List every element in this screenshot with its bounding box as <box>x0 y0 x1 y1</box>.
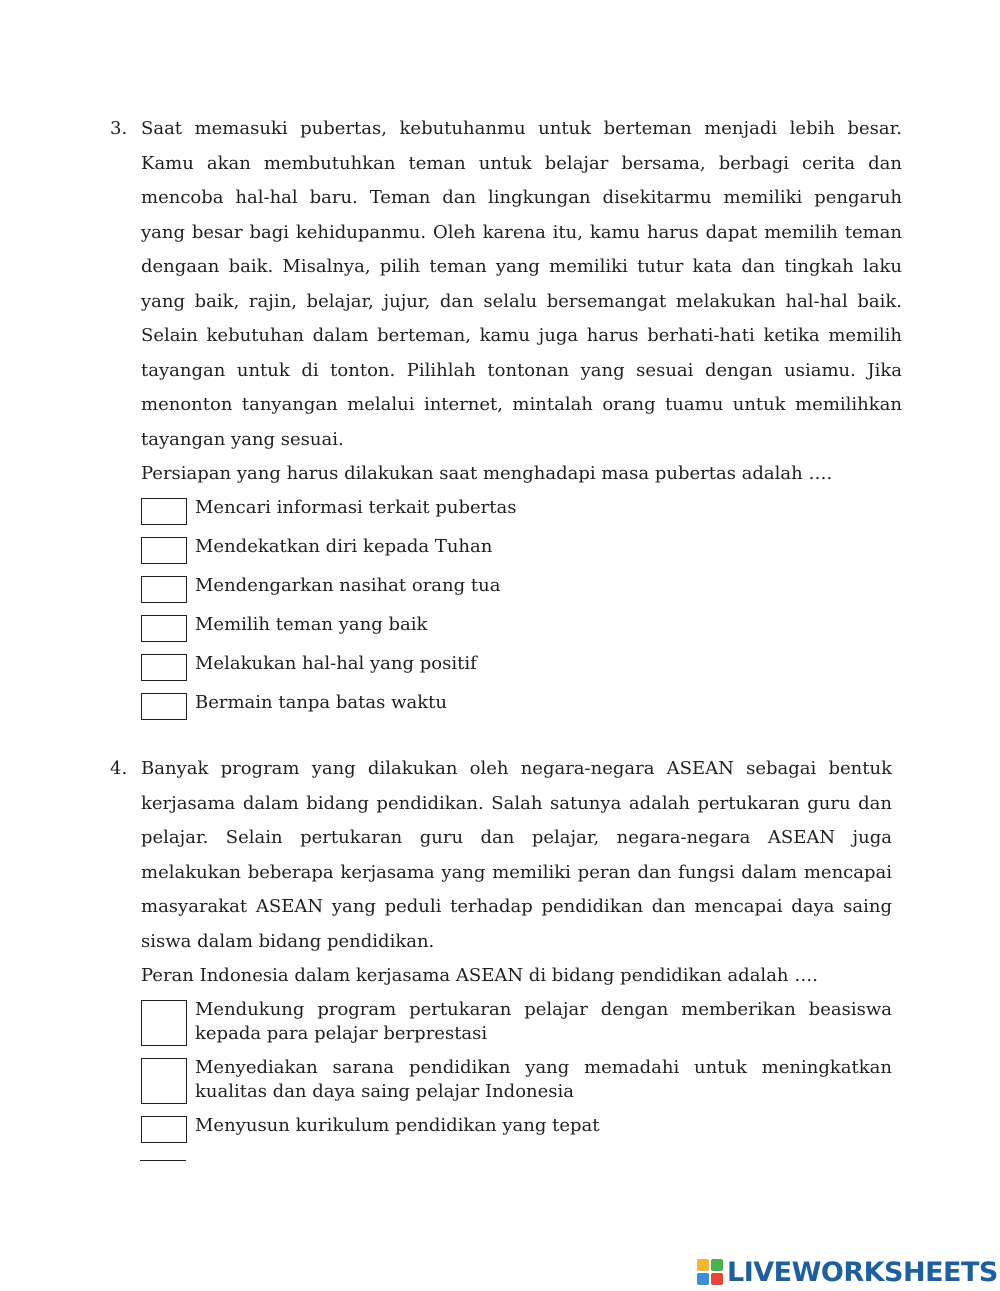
answer-checkbox[interactable] <box>141 498 187 525</box>
cut-off-checkbox-edge <box>140 1160 186 1161</box>
option-label: Menyediakan sarana pendidikan yang memadahi untuk meningkatkan kualitas dan daya saing pelajar Indonesia <box>195 1056 892 1102</box>
option-list <box>141 1000 892 1155</box>
answer-checkbox[interactable] <box>141 1058 187 1104</box>
question-number: 4. <box>110 758 128 779</box>
option-label: Mendekatkan diri kepada Tuhan <box>195 535 493 557</box>
brand-name: LIVEWORKSHEETS <box>727 1256 998 1288</box>
option-item <box>141 498 902 537</box>
answer-checkbox[interactable] <box>141 693 187 720</box>
logo-square <box>711 1273 723 1285</box>
option-list <box>141 498 902 732</box>
option-label: Menyusun kurikulum pendidikan yang tepat <box>195 1114 600 1136</box>
answer-checkbox[interactable] <box>141 1116 187 1143</box>
option-label: Mendukung program pertukaran pelajar dengan memberikan beasiswa kepada para pelajar berprestasi <box>195 998 892 1044</box>
option-item <box>141 537 902 576</box>
question-paragraph: Saat memasuki pubertas, kebutuhanmu untuk berteman menjadi lebih besar. Kamu akan membutuhkan teman untuk belajar bersama, berbagi cerita dan mencoba hal-hal baru. Teman dan lingkungan disekitarmu memiliki pengaruh yang besar bagi kehidupanmu. Oleh karena itu, kamu harus dapat memilih teman dengaan baik. Misalnya, pilih teman yang memiliki tutur kata dan tingkah laku yang baik, rajin, belajar, jujur, dan selalu bersemangat melakukan hal-hal baik. Selain kebutuhan dalam berteman, kamu juga harus berhati-hati ketika memilih tayangan untuk di tonton. Pilihlah tontonan yang sesuai dengan usiamu. Jika menonton tanyangan melalui internet, mintalah orang tuamu untuk memilihkan tayangan yang sesuai. <box>141 118 902 450</box>
option-label: Bermain tanpa batas waktu <box>195 691 447 713</box>
option-item <box>141 615 902 654</box>
answer-checkbox[interactable] <box>141 1000 187 1046</box>
option-item <box>141 1058 892 1116</box>
liveworksheets-logo[interactable] <box>697 1255 998 1289</box>
answer-checkbox[interactable] <box>141 615 187 642</box>
answer-checkbox[interactable] <box>141 576 187 603</box>
option-item <box>141 693 902 732</box>
option-item <box>141 1000 892 1058</box>
logo-square <box>697 1273 709 1285</box>
question-4 <box>110 752 892 1155</box>
option-label: Mendengarkan nasihat orang tua <box>195 574 501 596</box>
option-label: Melakukan hal-hal yang positif <box>195 652 477 674</box>
question-number: 3. <box>110 118 128 139</box>
question-prompt: Persiapan yang harus dilakukan saat menghadapi masa pubertas adalah …. <box>141 463 833 484</box>
liveworksheets-logo-icon <box>697 1259 723 1285</box>
option-item <box>141 576 902 615</box>
question-prompt: Peran Indonesia dalam kerjasama ASEAN di bidang pendidikan adalah …. <box>141 965 818 986</box>
logo-square <box>697 1259 709 1271</box>
question-paragraph: Banyak program yang dilakukan oleh negara-negara ASEAN sebagai bentuk kerjasama dalam bidang pendidikan. Salah satunya adalah pertukaran guru dan pelajar. Selain pertukaran guru dan pelajar, negara-negara ASEAN juga melakukan beberapa kerjasama yang memiliki peran dan fungsi dalam mencapai masyarakat ASEAN yang peduli terhadap pendidikan dan mencapai daya saing siswa dalam bidang pendidikan. <box>141 758 892 952</box>
question-3 <box>110 112 902 732</box>
option-label: Memilih teman yang baik <box>195 613 428 635</box>
answer-checkbox[interactable] <box>141 654 187 681</box>
logo-square <box>711 1259 723 1271</box>
option-item <box>141 1116 892 1155</box>
option-item <box>141 654 902 693</box>
answer-checkbox[interactable] <box>141 537 187 564</box>
option-label: Mencari informasi terkait pubertas <box>195 496 517 518</box>
